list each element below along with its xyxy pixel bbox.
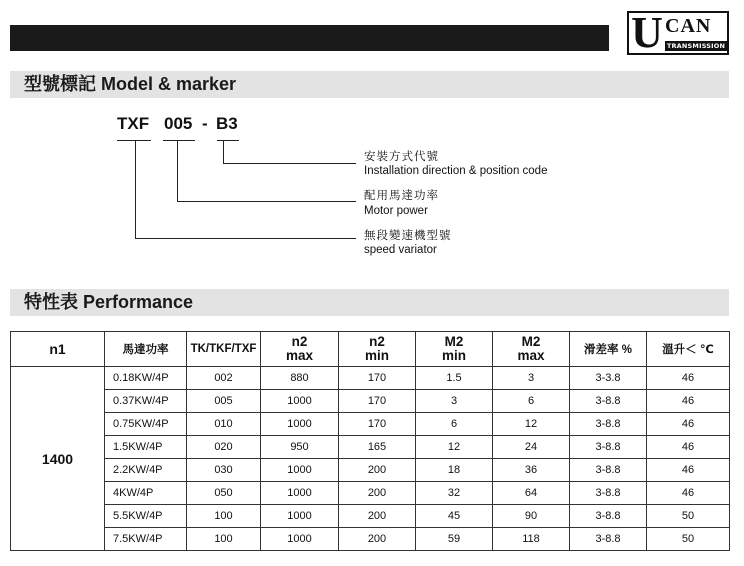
header-m2-min-line1: M2 bbox=[444, 334, 464, 349]
cell-n2-max: 1000 bbox=[261, 459, 339, 482]
logo-text-can: CAN bbox=[665, 15, 712, 37]
underline-position bbox=[217, 140, 239, 141]
logo-text-transmission: TRANSMISSION bbox=[666, 42, 726, 50]
cell-model: 100 bbox=[187, 505, 261, 528]
model-section-title: 型號標記 Model & marker bbox=[24, 74, 237, 94]
table-row bbox=[11, 482, 730, 505]
desc-series-en: speed variator bbox=[364, 244, 437, 256]
cell-m2-min: 45 bbox=[416, 505, 493, 528]
cell-model: 005 bbox=[187, 390, 261, 413]
top-bar bbox=[10, 25, 609, 51]
table-row bbox=[11, 390, 730, 413]
header-n2-min-line1: n2 bbox=[369, 334, 385, 349]
cell-temp-rise: 46 bbox=[647, 459, 730, 482]
performance-section-title: 特性表 Performance bbox=[24, 292, 194, 312]
leader-power-horizontal bbox=[177, 201, 356, 202]
header-n2-max-line2: max bbox=[285, 348, 314, 363]
cell-n2-min: 200 bbox=[339, 482, 416, 505]
cell-model: 030 bbox=[187, 459, 261, 482]
cell-slip-rate: 3-8.8 bbox=[570, 505, 647, 528]
cell-slip-rate: 3-8.8 bbox=[570, 436, 647, 459]
cell-slip-rate: 3-8.8 bbox=[570, 413, 647, 436]
header-slip-rate: 滑差率 % bbox=[570, 332, 647, 367]
cell-m2-min: 32 bbox=[416, 482, 493, 505]
cell-n2-max: 1000 bbox=[261, 482, 339, 505]
cell-m2-max: 24 bbox=[493, 436, 570, 459]
desc-power-cn: 配用馬達功率 bbox=[364, 190, 439, 202]
cell-model: 002 bbox=[187, 367, 261, 390]
cell-model: 050 bbox=[187, 482, 261, 505]
cell-n1: 1400 bbox=[11, 367, 105, 551]
cell-temp-rise: 46 bbox=[647, 436, 730, 459]
cell-n2-min: 200 bbox=[339, 459, 416, 482]
cell-temp-rise: 46 bbox=[647, 482, 730, 505]
performance-table bbox=[10, 331, 730, 551]
cell-temp-rise: 50 bbox=[647, 528, 730, 551]
logo-letter-u: U bbox=[631, 8, 663, 57]
cell-temp-rise: 46 bbox=[647, 413, 730, 436]
table-header-row bbox=[11, 332, 730, 367]
cell-m2-min: 1.5 bbox=[416, 367, 493, 390]
cell-n2-min: 170 bbox=[339, 367, 416, 390]
cell-n2-min: 170 bbox=[339, 390, 416, 413]
table-row bbox=[11, 436, 730, 459]
cell-n2-max: 880 bbox=[261, 367, 339, 390]
cell-motor-power: 5.5KW/4P bbox=[105, 505, 187, 528]
code-dash: - bbox=[202, 114, 208, 133]
cell-m2-max: 118 bbox=[493, 528, 570, 551]
leader-power-vertical bbox=[177, 140, 178, 202]
underline-power bbox=[163, 140, 195, 141]
cell-n2-max: 1000 bbox=[261, 413, 339, 436]
header-n1: n1 bbox=[11, 332, 105, 367]
leader-series-vertical bbox=[135, 140, 136, 239]
cell-m2-max: 36 bbox=[493, 459, 570, 482]
header-m2-min-line2: min bbox=[441, 348, 466, 363]
cell-slip-rate: 3-3.8 bbox=[570, 367, 647, 390]
table-row bbox=[11, 528, 730, 551]
header-n2-min bbox=[339, 332, 416, 367]
cell-temp-rise: 50 bbox=[647, 505, 730, 528]
code-position: B3 bbox=[216, 114, 238, 133]
header-n2-max-line1: n2 bbox=[291, 334, 308, 349]
cell-motor-power: 0.75KW/4P bbox=[105, 413, 187, 436]
cell-n2-min: 170 bbox=[339, 413, 416, 436]
cell-slip-rate: 3-8.8 bbox=[570, 482, 647, 505]
code-power: 005 bbox=[164, 114, 193, 133]
code-series: TXF bbox=[117, 114, 150, 133]
cell-n2-min: 200 bbox=[339, 528, 416, 551]
header-m2-min bbox=[416, 332, 493, 367]
cell-n2-min: 200 bbox=[339, 505, 416, 528]
model-section-header bbox=[10, 71, 729, 98]
cell-m2-min: 59 bbox=[416, 528, 493, 551]
cell-slip-rate: 3-8.8 bbox=[570, 390, 647, 413]
cell-m2-min: 12 bbox=[416, 436, 493, 459]
underline-series bbox=[117, 140, 151, 141]
header-m2-max-line1: M2 bbox=[521, 334, 541, 349]
cell-m2-max: 3 bbox=[493, 367, 570, 390]
header-m2-max-line2: max bbox=[517, 348, 545, 363]
cell-m2-min: 6 bbox=[416, 413, 493, 436]
performance-section-header bbox=[10, 289, 729, 316]
cell-model: 100 bbox=[187, 528, 261, 551]
header-temp-rise: 溫升＜ ℃ bbox=[647, 332, 730, 367]
cell-m2-max: 12 bbox=[493, 413, 570, 436]
table-row bbox=[11, 459, 730, 482]
cell-m2-min: 3 bbox=[416, 390, 493, 413]
leader-series-horizontal bbox=[135, 238, 356, 239]
header-model: TK/TKF/TXF bbox=[187, 332, 261, 367]
cell-motor-power: 4KW/4P bbox=[105, 482, 187, 505]
desc-position-en: Installation direction & position code bbox=[364, 165, 548, 177]
header-n2-min-line2: min bbox=[364, 348, 389, 363]
cell-motor-power: 2.2KW/4P bbox=[105, 459, 187, 482]
header-n2-max bbox=[261, 332, 339, 367]
cell-n2-max: 1000 bbox=[261, 528, 339, 551]
cell-m2-max: 64 bbox=[493, 482, 570, 505]
cell-m2-max: 90 bbox=[493, 505, 570, 528]
cell-motor-power: 0.18KW/4P bbox=[105, 367, 187, 390]
cell-model: 010 bbox=[187, 413, 261, 436]
cell-n2-min: 165 bbox=[339, 436, 416, 459]
header-m2-max bbox=[493, 332, 570, 367]
cell-temp-rise: 46 bbox=[647, 367, 730, 390]
table-row bbox=[11, 413, 730, 436]
ucan-logo bbox=[627, 8, 729, 57]
header-motor-power: 馬達功率 bbox=[105, 332, 187, 367]
cell-motor-power: 0.37KW/4P bbox=[105, 390, 187, 413]
table-row bbox=[11, 367, 730, 390]
desc-series-cn: 無段變速機型號 bbox=[364, 230, 452, 242]
desc-position-cn: 安裝方式代號 bbox=[364, 151, 439, 163]
table-row bbox=[11, 505, 730, 528]
desc-power-en: Motor power bbox=[364, 205, 428, 217]
leader-position-vertical bbox=[223, 140, 224, 164]
cell-slip-rate: 3-8.8 bbox=[570, 459, 647, 482]
leader-position-horizontal bbox=[223, 163, 356, 164]
cell-motor-power: 1.5KW/4P bbox=[105, 436, 187, 459]
cell-motor-power: 7.5KW/4P bbox=[105, 528, 187, 551]
cell-model: 020 bbox=[187, 436, 261, 459]
cell-temp-rise: 46 bbox=[647, 390, 730, 413]
cell-m2-max: 6 bbox=[493, 390, 570, 413]
cell-n2-max: 950 bbox=[261, 436, 339, 459]
cell-m2-min: 18 bbox=[416, 459, 493, 482]
cell-n2-max: 1000 bbox=[261, 390, 339, 413]
cell-slip-rate: 3-8.8 bbox=[570, 528, 647, 551]
cell-n2-max: 1000 bbox=[261, 505, 339, 528]
